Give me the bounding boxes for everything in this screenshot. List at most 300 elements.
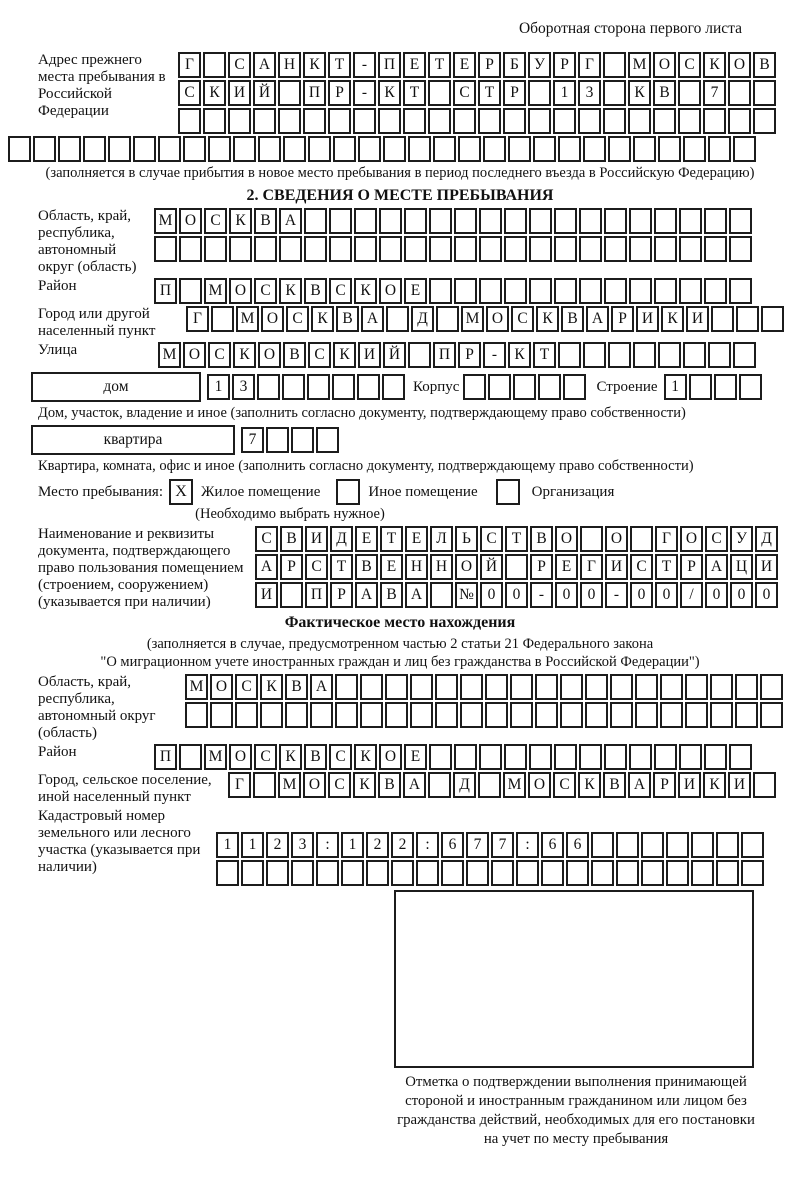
char-cell[interactable]: 2 [366,832,389,858]
char-cell[interactable]: О [183,342,206,368]
char-cell[interactable]: К [229,208,252,234]
char-cell[interactable] [316,860,339,886]
char-cell[interactable] [635,702,658,728]
char-cell[interactable] [566,860,589,886]
char-cell[interactable] [578,108,601,134]
char-cell[interactable]: К [703,52,726,78]
char-cell[interactable]: О [486,306,509,332]
char-cell[interactable] [508,136,531,162]
char-cell[interactable] [354,236,377,262]
char-cell[interactable] [179,278,202,304]
char-cell[interactable]: Р [611,306,634,332]
char-cell[interactable]: Т [330,554,353,580]
char-cell[interactable] [685,702,708,728]
char-cell[interactable] [558,136,581,162]
char-cell[interactable]: Е [404,278,427,304]
char-cell[interactable] [583,342,606,368]
char-cell[interactable] [583,136,606,162]
char-cell[interactable]: И [686,306,709,332]
char-cell[interactable] [504,744,527,770]
char-cell[interactable]: И [755,554,778,580]
char-cell[interactable] [685,674,708,700]
char-cell[interactable] [716,832,739,858]
char-cell[interactable] [58,136,81,162]
char-cell[interactable] [429,278,452,304]
char-cell[interactable] [579,278,602,304]
char-cell[interactable] [233,136,256,162]
char-cell[interactable] [579,236,602,262]
char-cell[interactable]: И [228,80,251,106]
char-cell[interactable] [733,342,756,368]
char-cell[interactable]: Е [453,52,476,78]
char-cell[interactable]: Д [755,526,778,552]
char-cell[interactable]: К [260,674,283,700]
char-cell[interactable] [585,674,608,700]
char-cell[interactable]: Т [403,80,426,106]
char-cell[interactable] [729,208,752,234]
char-cell[interactable]: Е [404,744,427,770]
char-cell[interactable]: С [678,52,701,78]
char-cell[interactable]: О [680,526,703,552]
char-cell[interactable] [529,744,552,770]
char-cell[interactable]: О [210,674,233,700]
char-cell[interactable]: А [405,582,428,608]
char-cell[interactable]: А [255,554,278,580]
char-cell[interactable]: С [630,554,653,580]
char-cell[interactable]: К [279,278,302,304]
char-cell[interactable] [505,554,528,580]
char-cell[interactable]: С [453,80,476,106]
char-cell[interactable] [391,860,414,886]
char-cell[interactable]: Т [428,52,451,78]
char-cell[interactable]: 1 [341,832,364,858]
char-cell[interactable] [678,80,701,106]
char-cell[interactable]: Н [430,554,453,580]
char-cell[interactable] [683,136,706,162]
char-cell[interactable]: К [311,306,334,332]
char-cell[interactable]: С [705,526,728,552]
char-cell[interactable] [591,832,614,858]
char-cell[interactable] [283,136,306,162]
char-cell[interactable] [310,702,333,728]
char-cell[interactable]: К [378,80,401,106]
char-cell[interactable]: М [204,744,227,770]
char-cell[interactable] [558,342,581,368]
char-cell[interactable] [641,860,664,886]
char-cell[interactable]: К [703,772,726,798]
char-cell[interactable]: М [154,208,177,234]
char-cell[interactable]: П [378,52,401,78]
char-cell[interactable] [678,108,701,134]
char-cell[interactable] [538,374,561,400]
char-cell[interactable] [408,136,431,162]
char-cell[interactable] [604,278,627,304]
char-cell[interactable] [729,236,752,262]
char-cell[interactable]: 0 [480,582,503,608]
char-cell[interactable] [503,108,526,134]
char-cell[interactable] [704,208,727,234]
char-cell[interactable] [563,374,586,400]
char-cell[interactable]: Й [383,342,406,368]
char-cell[interactable]: О [605,526,628,552]
char-cell[interactable] [229,236,252,262]
char-cell[interactable]: Н [278,52,301,78]
char-cell[interactable]: С [204,208,227,234]
char-cell[interactable]: О [261,306,284,332]
char-cell[interactable]: № [455,582,478,608]
char-cell[interactable]: К [536,306,559,332]
char-cell[interactable] [436,306,459,332]
char-cell[interactable] [179,744,202,770]
char-cell[interactable]: В [280,526,303,552]
char-cell[interactable]: Г [578,52,601,78]
char-cell[interactable] [266,860,289,886]
char-cell[interactable]: А [279,208,302,234]
char-cell[interactable]: А [628,772,651,798]
char-cell[interactable]: В [304,744,327,770]
char-cell[interactable] [329,208,352,234]
char-cell[interactable] [203,108,226,134]
char-cell[interactable] [485,674,508,700]
char-cell[interactable]: О [455,554,478,580]
char-cell[interactable] [479,744,502,770]
char-cell[interactable] [282,374,305,400]
char-cell[interactable] [660,674,683,700]
char-cell[interactable] [516,860,539,886]
char-cell[interactable]: Д [330,526,353,552]
char-cell[interactable]: 1 [664,374,687,400]
char-cell[interactable] [366,860,389,886]
char-cell[interactable] [666,860,689,886]
char-cell[interactable]: П [433,342,456,368]
char-cell[interactable] [279,236,302,262]
char-cell[interactable]: Т [655,554,678,580]
char-cell[interactable] [729,744,752,770]
char-cell[interactable]: Р [653,772,676,798]
char-cell[interactable] [453,108,476,134]
char-cell[interactable]: И [678,772,701,798]
char-cell[interactable]: С [553,772,576,798]
char-cell[interactable] [691,832,714,858]
char-cell[interactable] [478,772,501,798]
char-cell[interactable]: / [680,582,703,608]
char-cell[interactable]: Е [555,554,578,580]
char-cell[interactable] [478,108,501,134]
char-cell[interactable]: С [329,744,352,770]
char-cell[interactable]: К [353,772,376,798]
char-cell[interactable]: Т [380,526,403,552]
char-cell[interactable]: В [753,52,776,78]
char-cell[interactable]: К [628,80,651,106]
char-cell[interactable] [241,860,264,886]
char-cell[interactable] [466,860,489,886]
char-cell[interactable]: Й [253,80,276,106]
char-cell[interactable]: 0 [555,582,578,608]
char-cell[interactable]: О [528,772,551,798]
char-cell[interactable]: 1 [207,374,230,400]
char-cell[interactable]: Т [505,526,528,552]
char-cell[interactable] [679,236,702,262]
char-cell[interactable] [253,108,276,134]
char-cell[interactable]: С [511,306,534,332]
char-cell[interactable] [463,374,486,400]
char-cell[interactable]: 7 [241,427,264,453]
char-cell[interactable] [529,208,552,234]
char-cell[interactable]: 2 [391,832,414,858]
char-cell[interactable] [554,744,577,770]
char-cell[interactable] [178,108,201,134]
char-cell[interactable] [408,342,431,368]
char-cell[interactable] [428,80,451,106]
char-cell[interactable] [280,582,303,608]
char-cell[interactable] [604,236,627,262]
char-cell[interactable] [435,674,458,700]
char-cell[interactable] [603,80,626,106]
char-cell[interactable] [488,374,511,400]
char-cell[interactable]: К [508,342,531,368]
char-cell[interactable]: В [530,526,553,552]
char-cell[interactable] [510,702,533,728]
char-cell[interactable] [485,702,508,728]
char-cell[interactable]: А [403,772,426,798]
char-cell[interactable] [535,702,558,728]
char-cell[interactable]: 3 [232,374,255,400]
char-cell[interactable]: О [379,744,402,770]
char-cell[interactable] [554,236,577,262]
char-cell[interactable] [360,674,383,700]
char-cell[interactable] [211,306,234,332]
char-cell[interactable]: О [258,342,281,368]
char-cell[interactable] [379,208,402,234]
char-cell[interactable]: Т [478,80,501,106]
char-cell[interactable] [580,526,603,552]
char-cell[interactable]: 3 [578,80,601,106]
char-cell[interactable] [704,278,727,304]
char-cell[interactable] [541,860,564,886]
char-cell[interactable] [278,80,301,106]
char-cell[interactable]: У [730,526,753,552]
char-cell[interactable]: В [355,554,378,580]
char-cell[interactable]: Р [530,554,553,580]
checkbox-residential[interactable]: X [169,479,193,505]
char-cell[interactable] [554,208,577,234]
char-cell[interactable] [560,702,583,728]
char-cell[interactable]: С [308,342,331,368]
char-cell[interactable] [108,136,131,162]
char-cell[interactable]: А [705,554,728,580]
char-cell[interactable] [216,860,239,886]
char-cell[interactable]: О [653,52,676,78]
char-cell[interactable] [666,832,689,858]
char-cell[interactable]: Г [228,772,251,798]
char-cell[interactable] [428,108,451,134]
char-cell[interactable] [382,374,405,400]
char-cell[interactable] [760,674,783,700]
char-cell[interactable]: - [353,80,376,106]
char-cell[interactable] [204,236,227,262]
char-cell[interactable]: К [303,52,326,78]
char-cell[interactable] [604,744,627,770]
char-cell[interactable]: А [586,306,609,332]
char-cell[interactable]: В [254,208,277,234]
char-cell[interactable]: С [305,554,328,580]
char-cell[interactable] [704,744,727,770]
char-cell[interactable]: Г [580,554,603,580]
char-cell[interactable]: 2 [266,832,289,858]
char-cell[interactable] [158,136,181,162]
char-cell[interactable] [729,278,752,304]
char-cell[interactable] [454,744,477,770]
char-cell[interactable] [460,674,483,700]
char-cell[interactable]: Р [458,342,481,368]
char-cell[interactable] [736,306,759,332]
char-cell[interactable]: Д [411,306,434,332]
char-cell[interactable]: 0 [580,582,603,608]
char-cell[interactable] [760,702,783,728]
char-cell[interactable] [728,80,751,106]
char-cell[interactable]: О [555,526,578,552]
char-cell[interactable] [654,236,677,262]
char-cell[interactable]: : [416,832,439,858]
char-cell[interactable]: С [329,278,352,304]
char-cell[interactable]: П [154,744,177,770]
char-cell[interactable] [616,832,639,858]
char-cell[interactable] [633,136,656,162]
char-cell[interactable] [629,208,652,234]
char-cell[interactable]: А [361,306,384,332]
char-cell[interactable]: Р [553,52,576,78]
char-cell[interactable] [460,702,483,728]
char-cell[interactable]: 3 [291,832,314,858]
char-cell[interactable]: К [354,278,377,304]
char-cell[interactable] [385,674,408,700]
char-cell[interactable] [710,674,733,700]
char-cell[interactable]: В [561,306,584,332]
char-cell[interactable]: В [285,674,308,700]
char-cell[interactable] [704,236,727,262]
char-cell[interactable] [403,108,426,134]
char-cell[interactable]: У [528,52,551,78]
char-cell[interactable]: П [305,582,328,608]
char-cell[interactable]: К [333,342,356,368]
char-cell[interactable] [610,674,633,700]
char-cell[interactable] [257,374,280,400]
char-cell[interactable] [430,582,453,608]
char-cell[interactable] [761,306,784,332]
char-cell[interactable] [458,136,481,162]
char-cell[interactable] [616,860,639,886]
char-cell[interactable]: О [229,744,252,770]
char-cell[interactable]: С [178,80,201,106]
char-cell[interactable] [385,702,408,728]
char-cell[interactable] [333,136,356,162]
char-cell[interactable] [741,860,764,886]
char-cell[interactable] [260,702,283,728]
char-cell[interactable]: 7 [703,80,726,106]
char-cell[interactable]: Т [533,342,556,368]
char-cell[interactable]: - [530,582,553,608]
char-cell[interactable]: Г [655,526,678,552]
char-cell[interactable] [428,772,451,798]
char-cell[interactable] [660,702,683,728]
char-cell[interactable] [316,427,339,453]
char-cell[interactable] [353,108,376,134]
char-cell[interactable] [33,136,56,162]
char-cell[interactable] [703,108,726,134]
char-cell[interactable]: Р [503,80,526,106]
char-cell[interactable]: Т [328,52,351,78]
char-cell[interactable] [335,702,358,728]
char-cell[interactable] [635,674,658,700]
char-cell[interactable] [354,208,377,234]
char-cell[interactable] [608,136,631,162]
char-cell[interactable]: П [303,80,326,106]
char-cell[interactable]: С [254,278,277,304]
char-cell[interactable] [579,208,602,234]
char-cell[interactable]: С [235,674,258,700]
char-cell[interactable] [429,236,452,262]
char-cell[interactable]: К [578,772,601,798]
char-cell[interactable]: С [480,526,503,552]
char-cell[interactable] [8,136,31,162]
char-cell[interactable] [210,702,233,728]
char-cell[interactable] [479,208,502,234]
char-cell[interactable]: М [461,306,484,332]
char-cell[interactable] [404,208,427,234]
char-cell[interactable]: Р [680,554,703,580]
char-cell[interactable] [491,860,514,886]
char-cell[interactable] [753,80,776,106]
checkbox-other-premises[interactable] [336,479,360,505]
char-cell[interactable]: И [255,582,278,608]
char-cell[interactable] [360,702,383,728]
char-cell[interactable]: 0 [755,582,778,608]
char-cell[interactable]: : [316,832,339,858]
char-cell[interactable] [332,374,355,400]
char-cell[interactable] [629,744,652,770]
char-cell[interactable] [154,236,177,262]
char-cell[interactable] [741,832,764,858]
char-cell[interactable] [629,278,652,304]
char-cell[interactable] [513,374,536,400]
char-cell[interactable]: Р [478,52,501,78]
char-cell[interactable] [328,108,351,134]
char-cell[interactable] [416,860,439,886]
char-cell[interactable]: И [605,554,628,580]
char-cell[interactable] [628,108,651,134]
char-cell[interactable] [383,136,406,162]
char-cell[interactable] [735,674,758,700]
char-cell[interactable] [529,278,552,304]
char-cell[interactable]: О [379,278,402,304]
char-cell[interactable] [604,208,627,234]
char-cell[interactable]: : [516,832,539,858]
char-cell[interactable] [479,236,502,262]
apartment-type-box[interactable]: квартира [31,425,235,455]
char-cell[interactable] [378,108,401,134]
char-cell[interactable] [278,108,301,134]
char-cell[interactable]: И [636,306,659,332]
char-cell[interactable]: 6 [566,832,589,858]
char-cell[interactable] [203,52,226,78]
char-cell[interactable]: В [336,306,359,332]
char-cell[interactable]: М [503,772,526,798]
char-cell[interactable]: К [279,744,302,770]
char-cell[interactable] [691,860,714,886]
char-cell[interactable] [679,744,702,770]
char-cell[interactable]: В [653,80,676,106]
char-cell[interactable]: Ь [455,526,478,552]
